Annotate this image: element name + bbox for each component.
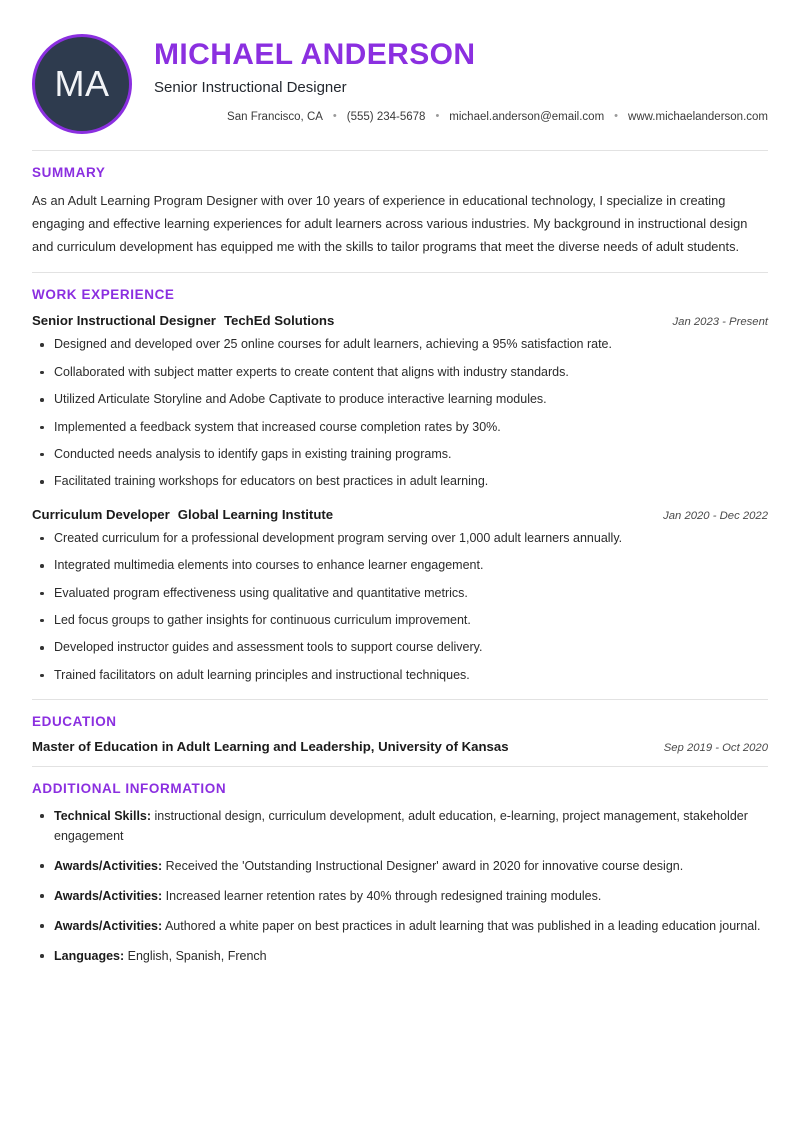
contact-separator: • [332,110,337,123]
list-item [32,856,768,876]
education-entry [32,739,768,754]
list-item [32,916,768,936]
list-item: Designed and developed over 25 online courses for adult learners, achieving a 95% satisfaction rate. [32,335,768,354]
list-item: Led focus groups to gather insights for continuous curriculum improvement. [32,611,768,630]
info-value: Increased learner retention rates by 40% through redesigned training modules. [165,889,602,904]
list-item: Utilized Articulate Storyline and Adobe Captivate to produce interactive learning modules. [32,390,768,409]
header-main [132,32,768,125]
avatar-initials: MA [54,63,110,104]
contact-website[interactable]: www.michaelanderson.com [628,111,768,123]
section-title-additional-information: ADDITIONAL INFORMATION [32,781,227,797]
list-item: Evaluated program effectiveness using qualitative and quantitative metrics. [32,584,768,603]
section-title-education: EDUCATION [32,714,117,730]
list-item: Implemented a feedback system that increased course completion rates by 30%. [32,418,768,437]
info-label: Awards/Activities: [54,859,163,874]
section-additional-information [32,766,768,966]
list-item: Created curriculum for a professional development program serving over 1,000 adult learners annually. [32,529,768,548]
list-item: Facilitated training workshops for educators on best practices in adult learning. [32,472,768,491]
experience-bullets [32,335,768,491]
additional-information-list [32,806,768,966]
experience-bullets [32,529,768,685]
header-subtitle: Senior Instructional Designer [154,79,347,96]
info-value: Received the 'Outstanding Instructional Designer' award in 2020 for innovative course design. [165,859,684,874]
list-item: Trained facilitators on adult learning principles and instructional techniques. [32,666,768,685]
info-label: Technical Skills: [54,809,152,824]
experience-entry [32,312,768,491]
info-label: Awards/Activities: [54,919,163,934]
experience-date: Jan 2020 - Dec 2022 [663,509,768,522]
list-item [32,946,768,966]
list-item: Integrated multimedia elements into courses to enhance learner engagement. [32,556,768,575]
list-item: Developed instructor guides and assessment tools to support course delivery. [32,638,768,657]
section-work-experience [32,272,768,685]
experience-company: Global Learning Institute [177,506,334,522]
page-title: MICHAEL ANDERSON [154,38,476,71]
contact-location: San Francisco, CA [227,111,323,123]
resume-header [32,32,768,148]
contact-line [154,109,768,125]
section-title-summary: SUMMARY [32,165,106,180]
education-date: Sep 2019 - Oct 2020 [663,742,768,755]
experience-job-title: Senior Instructional Designer [32,313,216,329]
summary-text: As an Adult Learning Program Designer with over 10 years of experience in educational technology, I specialize in creating engaging and effective learning experiences for adult learners across various industries. My background in instructional design and curriculum development has equipped me with the skills to tailor programs that meet the diverse needs of adult students. [32,193,748,254]
info-value: English, Spanish, French [127,949,267,964]
experience-company: TechEd Solutions [223,313,335,329]
avatar [32,34,132,134]
section-summary [32,150,768,258]
section-education [32,699,768,754]
experience-entry-head [32,506,768,523]
info-label: Awards/Activities: [54,889,163,904]
experience-title-company [32,506,333,523]
info-label: Languages: [54,949,125,964]
list-item [32,806,768,846]
experience-title-company [32,312,334,329]
list-item: Collaborated with subject matter experts to create content that aligns with industry standards. [32,363,768,382]
experience-job-title: Curriculum Developer [32,506,170,522]
contact-email[interactable]: michael.anderson@email.com [449,111,605,123]
experience-entry-head [32,312,768,329]
list-item: Conducted needs analysis to identify gaps in existing training programs. [32,445,768,464]
education-degree: Master of Education in Adult Learning and Leadership, University of Kansas [32,739,509,755]
section-title-work-experience: WORK EXPERIENCE [32,287,175,303]
list-item [32,886,768,906]
info-value: Authored a white paper on best practices in adult learning that was published in a leading education journal. [164,919,761,934]
contact-phone[interactable]: (555) 234-5678 [346,111,426,123]
contact-separator: • [614,110,619,123]
experience-entry [32,506,768,685]
info-value: instructional design, curriculum development, adult education, e-learning, project management, stakeholder engagement [54,809,748,844]
experience-date: Jan 2023 - Present [672,316,768,329]
contact-separator: • [435,110,440,123]
